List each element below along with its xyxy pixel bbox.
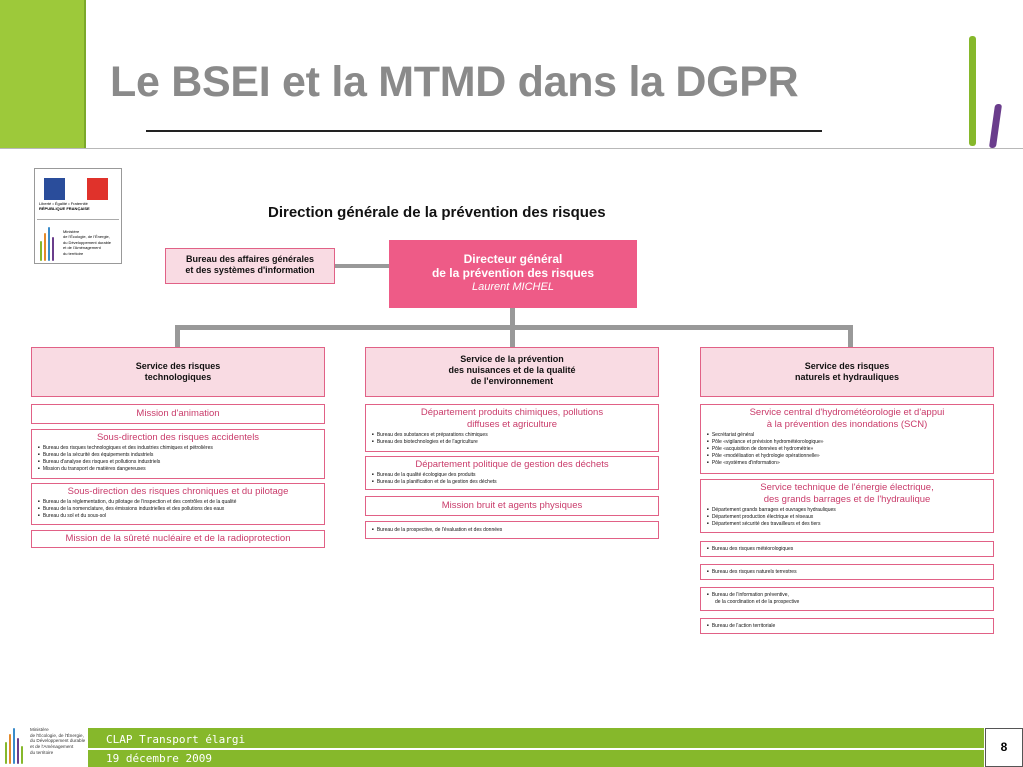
footer-ministry-bars-icon <box>4 726 26 764</box>
list-item: ■ Bureau des biotechnologies et de l'agriculture <box>372 439 658 446</box>
header-green-tab-edge <box>84 0 86 148</box>
dept-gestion-dechets: Département politique de gestion des déchets ■ Bureau de la qualité écologique des produits ■ Bureau de la planification et de la gestion des déchets <box>365 456 659 490</box>
list-item: ■ Pôle «modélisation et hydrologie opérationnelle» <box>707 453 993 460</box>
ministry-name: Ministère de l'Écologie, de l'Énergie, du Développement durable et de l'Aménagement du territoire <box>63 229 112 256</box>
list-item: ■ Département production électrique et réseaux <box>707 514 993 521</box>
list-item: ■ Bureau de la nomenclature, des émissions industrielles et des pollutions des eaux <box>38 506 324 513</box>
connector-bureau-director <box>335 264 389 268</box>
director-name: Laurent MICHEL <box>472 281 554 293</box>
mission-bruit: Mission bruit et agents physiques <box>365 496 659 516</box>
list-item: ■ Bureau de la réglementation, du pilotage de l'inspection et des contrôles et de la qualité <box>38 499 324 506</box>
mission-surete-nucleaire: Mission de la sûreté nucléaire et de la radioprotection <box>31 530 325 548</box>
bureau-action-territoriale: ■ Bureau de l'action territoriale <box>700 618 994 634</box>
footer-stripe <box>88 748 984 750</box>
list-item: ■ Bureau de la qualité écologique des produits <box>372 472 658 479</box>
list-item: ■ Département grands barrages et ouvrages hydrauliques <box>707 507 993 514</box>
service-prevention-nuisances: Service de la prévention des nuisances et de la qualité de l'environnement <box>365 347 659 397</box>
list-item: ■ Département sécurité des travailleurs et des tiers <box>707 521 993 528</box>
bureau-risques-meteorologiques: ■ Bureau des risques météorologiques <box>700 541 994 557</box>
service-risques-technologiques: Service des risques technologiques <box>31 347 325 397</box>
service-risques-naturels: Service des risques naturels et hydrauliques <box>700 347 994 397</box>
list-item: ■ Bureau d'analyse des risques et pollutions industriels <box>38 459 324 466</box>
sd-risques-chroniques: Sous-direction des risques chroniques et du pilotage ■ Bureau de la réglementation, du pilotage de l'inspection et des contrôles et de la qualité ■ Bureau de la nomenclature, des émissions industrielles et des pollutions des eaux ■ Bureau du sol et du sous-sol <box>31 483 325 525</box>
director-title-line1: Directeur général <box>463 252 563 266</box>
list-item: ■ Bureau des substances et préparations chimiques <box>372 432 658 439</box>
slide-title: Le BSEI et la MTMD dans la DGPR <box>110 58 799 106</box>
title-underline <box>146 130 822 132</box>
header-green-tab <box>0 0 84 148</box>
list-item: ■ Bureau de la planification et de la gestion des déchets <box>372 479 658 486</box>
directeur-general-box <box>389 240 637 308</box>
bureau-risques-terrestres: ■ Bureau des risques naturels terrestres <box>700 564 994 580</box>
bureau-information-preventive: ■ Bureau de l'information préventive, de la coordination et de la prospective <box>700 587 994 611</box>
ministry-logo <box>34 168 122 264</box>
service-central-scn: Service central d'hydrométéorologie et d'appui à la prévention des inondations (SCN) ■ Secrétariat général ■ Pôle «vigilance et prévision hydrométéorologique» ■ Pôle «acquisition de données et hydrométrie» ■ Pôle «modélisation et hydrologie opérationnelle» ■ Pôle «systèmes d'information» <box>700 404 994 474</box>
footer-ministry-name: Ministère de l'Écologie, de l'Énergie, du Développement durable et de l'Aménagement du territoire <box>30 727 86 755</box>
service-technique-energie: Service technique de l'énergie électrique, des grands barrages et de l'hydraulique ■ Département grands barrages et ouvrages hydrauliques ■ Département production électrique et réseaux ■ Département sécurité des travailleurs et des tiers <box>700 479 994 533</box>
list-item: ■ Pôle «vigilance et prévision hydrométéorologique» <box>707 439 993 446</box>
ministry-bars-icon <box>39 225 59 261</box>
republic-label: Liberté • Égalité • Fraternité RÉPUBLIQUE FRANÇAISE <box>39 201 90 211</box>
slide-content-frame <box>0 148 1023 658</box>
connector-center-drop <box>510 325 515 347</box>
list-item: ■ Pôle «acquisition de données et hydrométrie» <box>707 446 993 453</box>
footer-event: CLAP Transport élargi <box>106 733 246 746</box>
footer-date: 19 décembre 2009 <box>106 752 212 765</box>
director-title-line2: de la prévention des risques <box>431 266 595 280</box>
org-chart-title: Direction générale de la prévention des risques <box>268 204 606 221</box>
bureau-affaires-generales: Bureau des affaires générales et des systèmes d'information <box>165 248 335 284</box>
list-item: ■ Secrétariat général <box>707 432 993 439</box>
logo-divider <box>37 219 119 220</box>
decorative-purple-bar <box>989 104 1002 148</box>
french-flag-icon <box>44 178 108 200</box>
decorative-green-bar <box>969 36 976 146</box>
connector-left-drop <box>175 325 180 347</box>
page-number: 8 <box>985 728 1023 767</box>
dept-produits-chimiques: Département produits chimiques, pollutions diffuses et agriculture ■ Bureau des substances et préparations chimiques ■ Bureau des biotechnologies et de l'agriculture <box>365 404 659 452</box>
mission-animation: Mission d'animation <box>31 404 325 424</box>
bureau-prospective-evaluation: ■ Bureau de la prospective, de l'évaluation et des données <box>365 521 659 539</box>
list-item: ■ Mission du transport de matières dangereuses <box>38 466 324 473</box>
sd-risques-accidentels: Sous-direction des risques accidentels ■ Bureau des risques technologiques et des industries chimiques et pétrolières ■ Bureau de la sécurité des équipements industriels ■ Bureau d'analyse des risques et pollutions industriels ■ Mission du transport de matières dangereuses <box>31 429 325 479</box>
list-item: ■ Bureau des risques technologiques et des industries chimiques et pétrolières <box>38 445 324 452</box>
list-item: ■ Bureau du sol et du sous-sol <box>38 513 324 520</box>
connector-right-drop <box>848 325 853 347</box>
list-item: ■ Pôle «systèmes d'information» <box>707 460 993 467</box>
list-item: ■ Bureau de la sécurité des équipements industriels <box>38 452 324 459</box>
